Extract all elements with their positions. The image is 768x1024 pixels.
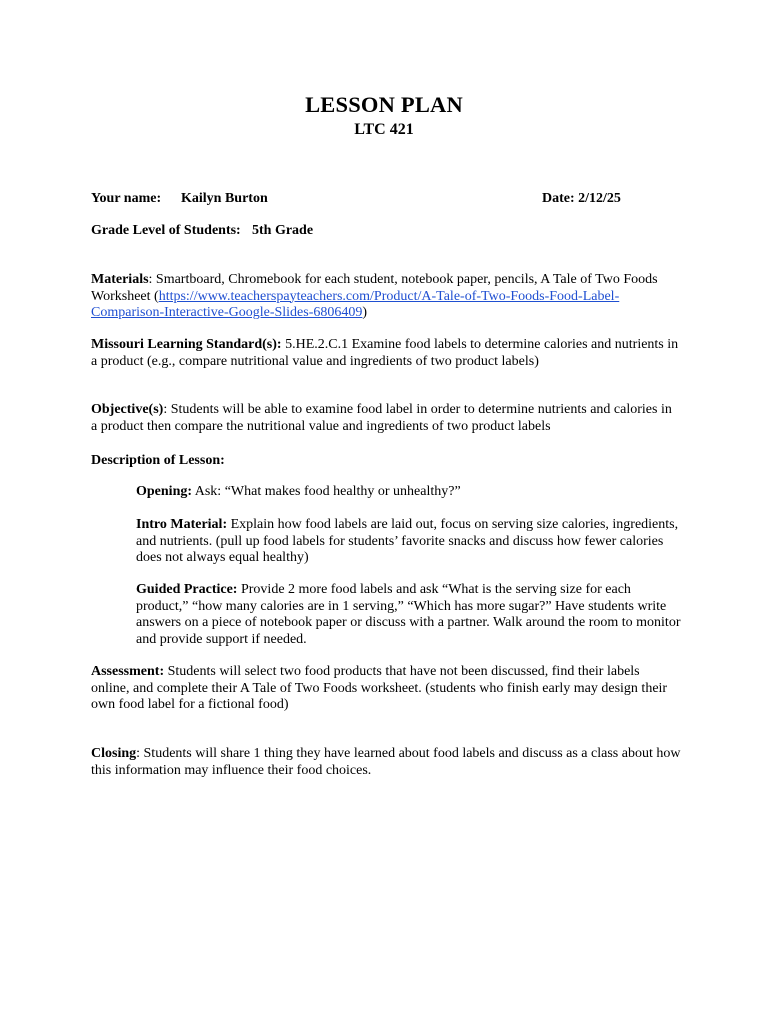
objectives-section	[91, 402, 681, 435]
assessment-text: Students will select two food products that have not been discussed, find their labels online, and complete their A Tale of Two Foods worksheet. (students who finish early may design their own food label for a fictional food)	[91, 664, 668, 712]
closing-label: Closing	[91, 746, 137, 761]
objectives-text: : Students will be able to examine food label in order to determine nutrients and calories in a product then compare the nutritional value and ingredients of two product labels	[91, 402, 672, 434]
worksheet-link-continued[interactable]: Comparison-Interactive-Google-Slides-6806409	[91, 305, 363, 320]
name-value: Kailyn Burton	[181, 191, 268, 206]
course-code: LTC 421	[354, 121, 414, 138]
grade-value: 5th Grade	[252, 223, 314, 238]
standards-text: 5.HE.2.C.1 Examine food labels to determine calories and nutrients in a product (e.g., compare nutritional value and ingredients of two product labels)	[91, 337, 679, 369]
page-title: LESSON PLAN	[305, 92, 463, 117]
intro-section	[136, 517, 681, 567]
name-label: Your name:	[91, 191, 162, 206]
intro-label: Intro Material:	[136, 517, 228, 532]
guided-practice-label: Guided Practice:	[136, 582, 238, 597]
opening-text: Ask: “What makes food healthy or unhealthy?”	[192, 484, 461, 499]
materials-label: Materials	[91, 272, 149, 287]
materials-text: : Smartboard, Chromebook for each student, notebook paper, pencils, A Tale of Two Foods Worksheet (	[91, 272, 658, 304]
worksheet-link[interactable]: https://www.teacherspayteachers.com/Product/A-Tale-of-Two-Foods-Food-Label-	[158, 288, 620, 304]
grade-label: Grade Level of Students:	[91, 223, 241, 238]
assessment-section	[91, 664, 681, 714]
opening-section	[136, 484, 681, 501]
standards-label: Missouri Learning Standard(s):	[91, 337, 282, 352]
description-label: Description of Lesson:	[91, 453, 225, 468]
materials-section	[91, 272, 681, 322]
guided-practice-section	[136, 582, 681, 648]
opening-label: Opening:	[136, 484, 193, 499]
date-field: Date: 2/12/25	[542, 191, 621, 206]
closing-section	[91, 746, 681, 779]
closing-text: : Students will share 1 thing they have learned about food labels and discuss as a class about how this information may influence their food choices.	[91, 746, 681, 778]
objectives-label: Objective(s)	[91, 402, 164, 417]
standards-section	[91, 337, 681, 370]
guided-practice-text: Provide 2 more food labels and ask “What is the serving size for each product,” “how many calories are in 1 serving,” “Which has more sugar?” Have students write answers on a piece of notebook paper or discuss with a partner. Walk around the room to monitor and provide support if needed.	[136, 582, 681, 647]
intro-text: Explain how food labels are laid out, focus on serving size calories, ingredients, and nutrients. (pull up food labels for students’ favorite snacks and discuss how fewer calories does not always equal healthy)	[136, 517, 679, 565]
materials-text-end: )	[362, 305, 368, 320]
assessment-label: Assessment:	[91, 664, 165, 679]
